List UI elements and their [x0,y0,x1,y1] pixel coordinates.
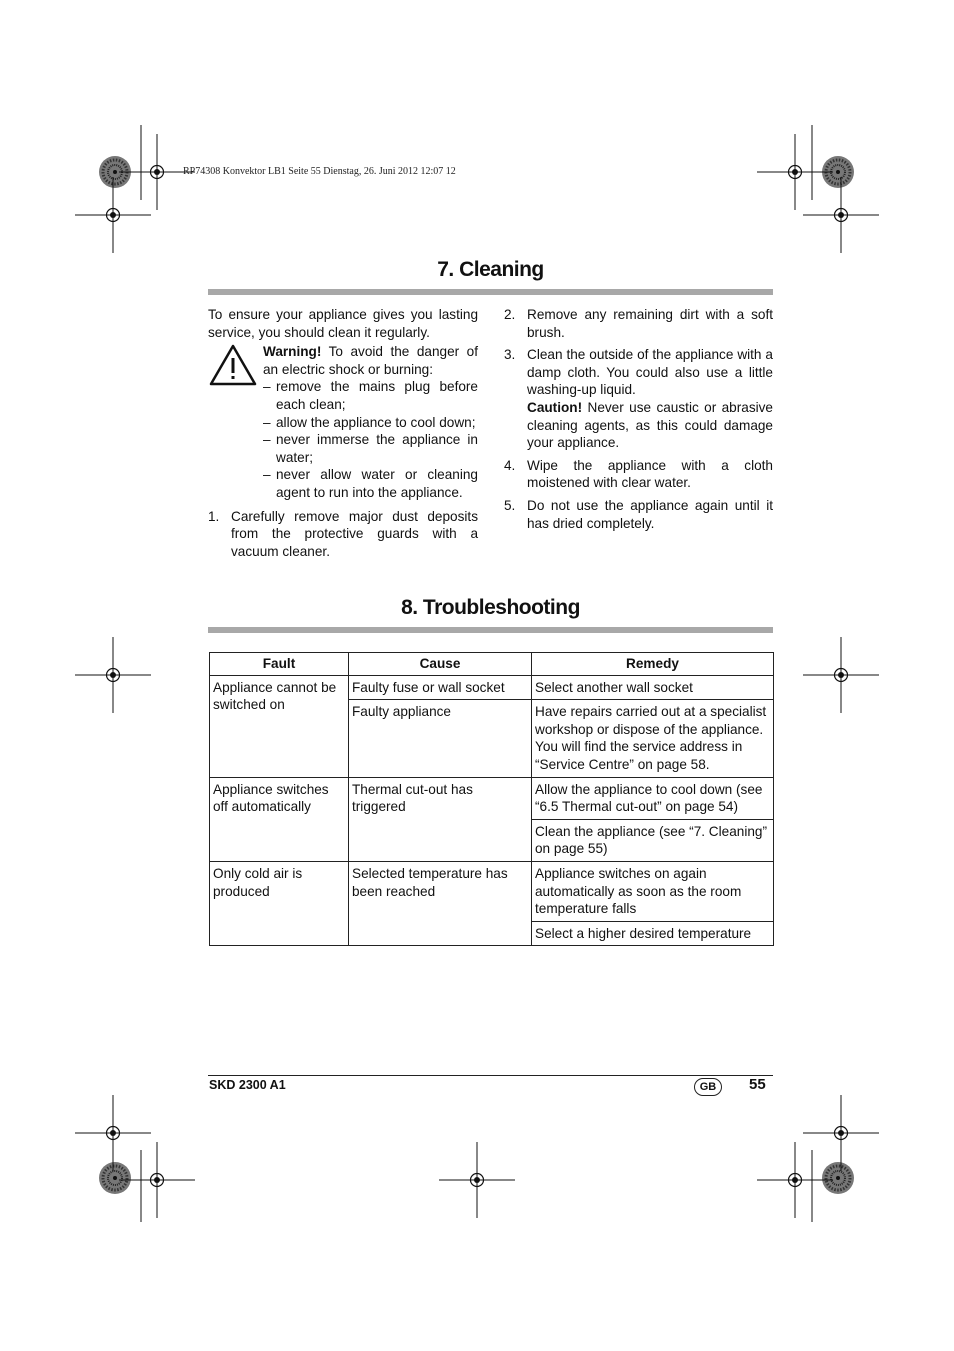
fault-cell: Only cold air is produced [210,861,349,945]
model-number: SKD 2300 A1 [209,1078,286,1092]
print-job-line: RP74308 Konvektor LB1 Seite 55 Dienstag, 26. Juni 2012 12:07 12 [183,166,456,177]
remedy-cell: Select another wall socket [532,675,774,700]
cause-cell: Faulty appliance [349,700,532,777]
table-header-row [210,653,774,676]
warning-triangle-icon [208,343,258,387]
caution-note [504,399,773,452]
warning-item: – remove the mains plug before each clean; [263,379,478,412]
troubleshooting-title-rule [208,627,773,633]
cause-cell: Faulty fuse or wall socket [349,675,532,700]
table-row [210,675,774,700]
warning-item: – never immerse the appliance in water; [263,432,478,465]
troubleshooting-table [209,652,774,946]
warning-description: To avoid the danger of an electric shock or burning: [263,344,478,377]
cause-cell: Selected temperature has been reached [349,861,532,945]
header-fault: Fault [210,653,349,676]
cleaning-step-3: 3. Clean the outside of the appliance with a damp cloth. You could also use a little washing-up liquid. [504,347,773,398]
header-cause: Cause [349,653,532,676]
remedy-cell: Allow the appliance to cool down (see “6.5 Thermal cut-out” on page 54) [532,777,774,819]
remedy-cell: Clean the appliance (see “7. Cleaning” on page 55) [532,819,774,861]
remedy-cell: Have repairs carried out at a specialist workshop or dispose of the appliance. You will find the service address in “Service Centre” on page 58. [532,700,774,777]
cleaning-intro: To ensure your appliance gives you lasting service, you should clean it regularly. [208,307,478,340]
fault-cell: Appliance cannot be switched on [210,675,349,777]
language-badge: GB [694,1078,722,1096]
table-row [210,861,774,921]
warning-text [263,343,478,378]
warning-item: – never allow water or cleaning agent to run into the appliance. [263,467,478,500]
warning-block [208,343,478,501]
caution-label: Caution! [527,399,583,415]
cleaning-step-1: 1. Carefully remove major dust deposits from the protective guards with a vacuum cleaner. [208,508,478,559]
troubleshooting-title: 8. Troubleshooting [401,596,580,619]
table-row [210,777,774,819]
page-number: 55 [749,1076,766,1093]
warning-label: Warning! [263,344,322,360]
cleaning-step-4: 4. Wipe the appliance with a cloth moistened with clear water. [504,457,773,491]
cleaning-title: 7. Cleaning [437,258,544,281]
cause-cell: Thermal cut-out has triggered [349,777,532,861]
remedy-cell: Select a higher desired temperature [532,921,774,946]
cleaning-step-2: 2. Remove any remaining dirt with a soft brush. [504,307,773,340]
header-remedy: Remedy [532,653,774,676]
footer-rule [208,1075,773,1076]
cleaning-step-5: 5. Do not use the appliance again until it has dried completely. [504,497,773,531]
cleaning-right-column [504,306,773,532]
warning-item: – allow the appliance to cool down; [263,414,476,430]
caution-description: Never use caustic or abrasive cleaning agents, as this could damage your appliance. [527,399,773,451]
remedy-cell: Appliance switches on again automatically as soon as the room temperature falls [532,861,774,921]
fault-cell: Appliance switches off automatically [210,777,349,861]
cleaning-left-column [208,306,478,560]
cleaning-title-rule [208,289,773,295]
